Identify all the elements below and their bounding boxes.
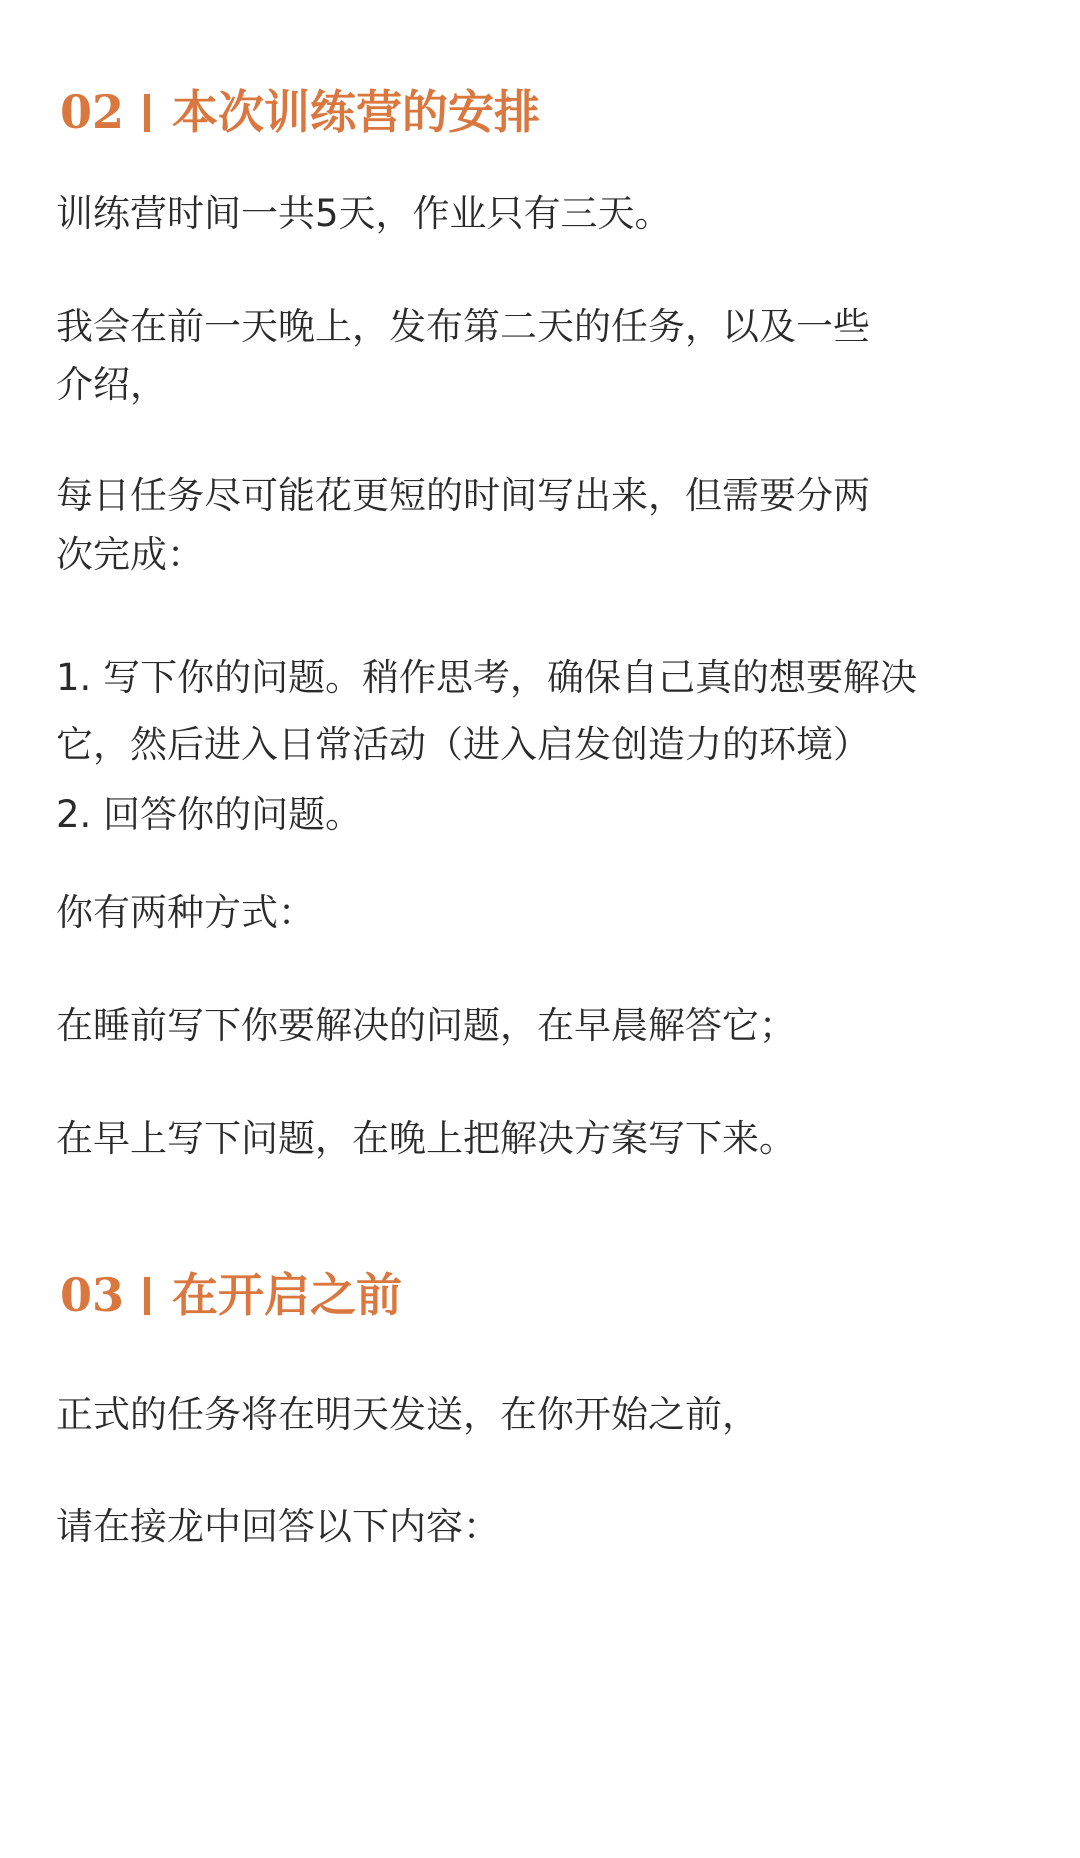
heading-divider <box>144 94 150 132</box>
list-item-2: 2. 回答你的问题。 <box>56 793 363 836</box>
paragraph-line: 我会在前一天晚上，发布第二天的任务，以及一些 <box>56 305 870 348</box>
paragraph: 在睡前写下你要解决的问题，在早晨解答它； <box>56 1004 796 1047</box>
list-item-1: 1. 写下你的问题。稍作思考，确保自己真的想要解决 <box>56 656 918 699</box>
section-title: 本次训练营的安排 <box>172 85 541 139</box>
paragraph-line: 每日任务尽可能花更短的时间写出来，但需要分两 <box>56 474 870 517</box>
section-number: 03 <box>60 1268 125 1322</box>
paragraph: 在早上写下问题，在晚上把解决方案写下来。 <box>56 1117 796 1160</box>
section-heading-03 <box>60 1265 402 1325</box>
paragraph-line: 次完成： <box>56 533 204 576</box>
paragraph: 请在接龙中回答以下内容： <box>56 1505 500 1548</box>
paragraph: 你有两种方式： <box>56 891 315 934</box>
heading-divider <box>144 1277 150 1315</box>
list-item-1-continued: 它，然后进入日常活动（进入启发创造力的环境） <box>56 723 870 766</box>
section-number: 02 <box>60 85 125 139</box>
paragraph: 正式的任务将在明天发送，在你开始之前， <box>56 1393 759 1436</box>
paragraph: 训练营时间一共5天，作业只有三天。 <box>56 192 672 235</box>
section-title: 在开启之前 <box>172 1268 403 1322</box>
section-heading-02 <box>60 82 540 142</box>
paragraph-line: 介绍， <box>56 363 167 406</box>
